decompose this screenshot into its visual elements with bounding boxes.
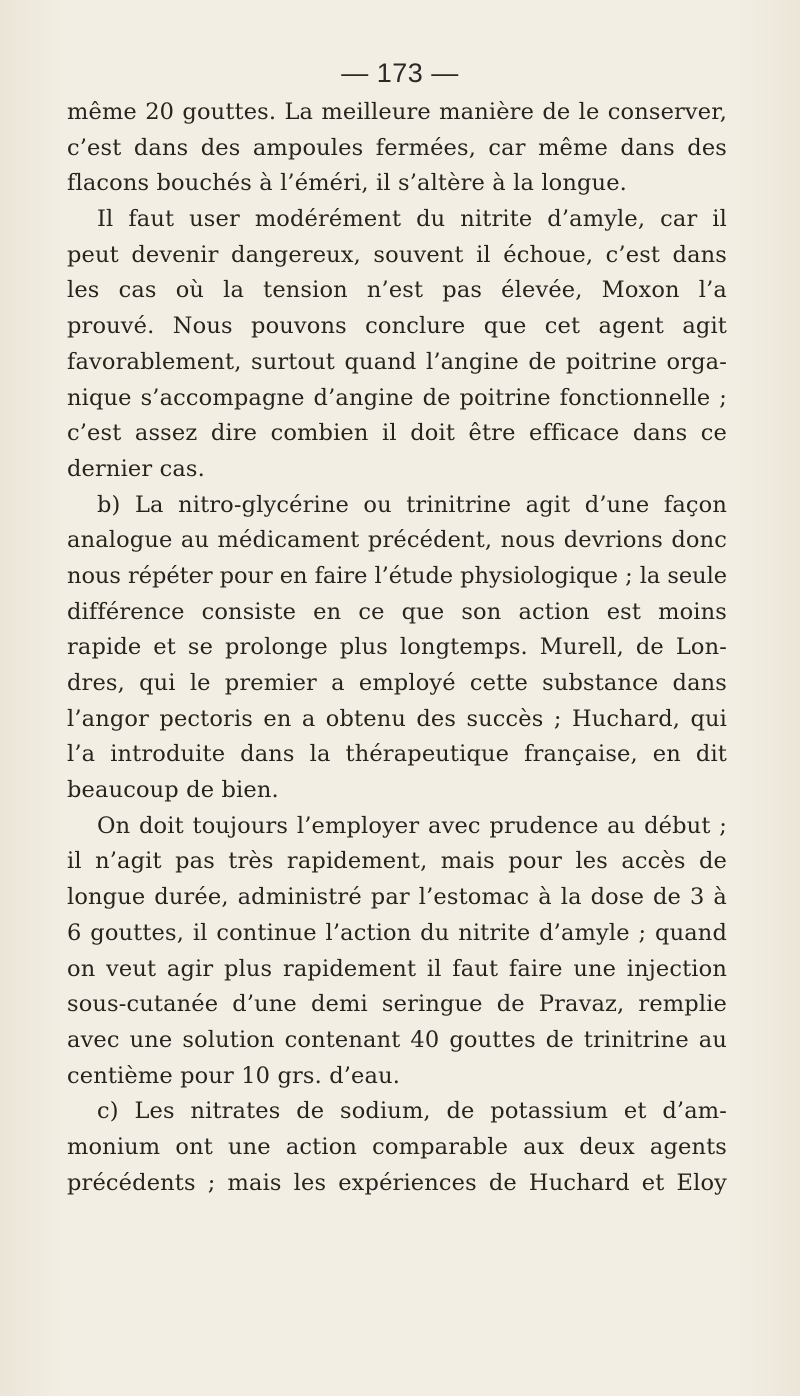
text-line: 6 gouttes, il continue l’action du nitrite d’amyle ; quand — [67, 919, 727, 946]
text-line: l’angor pectoris en a obtenu des succès ; Huchard, qui — [67, 705, 727, 732]
page-number: — 173 — — [341, 58, 459, 88]
text-line: b) La nitro-glycérine ou trinitrine agit d’une façon — [97, 491, 727, 518]
text-line: l’a introduite dans la thérapeutique française, en dit — [67, 741, 727, 768]
text-line: les cas où la tension n’est pas élevée, Moxon l’a — [67, 277, 727, 304]
text-line: analogue au médicament précédent, nous devrions donc — [67, 527, 727, 554]
text-line: on veut agir plus rapidement il faut faire une injection — [67, 955, 727, 982]
text-line: favorablement, surtout quand l’angine de poitrine orga- — [67, 348, 727, 375]
text-line: prouvé. Nous pouvons conclure que cet agent agit — [67, 313, 727, 340]
text-line: c’est dans des ampoules fermées, car même dans des — [67, 134, 727, 161]
text-line: précédents ; mais les expériences de Huchard et Eloy — [67, 1169, 727, 1196]
text-line: c) Les nitrates de sodium, de potassium et d’am- — [97, 1098, 727, 1125]
text-line: dres, qui le premier a employé cette substance dans — [67, 670, 727, 696]
text-line: On doit toujours l’employer avec prudence au début ; — [97, 812, 727, 839]
text-line: nique s’accompagne d’angine de poitrine fonctionnelle ; — [67, 384, 727, 411]
text-line: Il faut user modérément du nitrite d’amyle, car il — [97, 206, 727, 233]
text-line: c’est assez dire combien il doit être efficace dans ce — [67, 420, 727, 447]
text-line: longue durée, administré par l’estomac à la dose de 3 à — [67, 884, 727, 911]
text-line: flacons bouchés à l’éméri, il s’altère à la longue. — [67, 170, 627, 197]
text-line: nous répéter pour en faire l’étude physiologique ; la seule — [67, 562, 727, 589]
text-line: il n’agit pas très rapidement, mais pour les accès de — [67, 848, 727, 875]
text-line: centième pour 10 grs. d’eau. — [67, 1062, 401, 1089]
text-line: même 20 gouttes. La meilleure manière de le conserver, — [67, 99, 727, 125]
text-line: différence consiste en ce que son action est moins — [67, 598, 727, 625]
text-line: avec une solution contenant 40 gouttes de trinitrine au — [67, 1026, 727, 1053]
text-line: dernier cas. — [67, 455, 205, 482]
text-line: beaucoup de bien. — [67, 777, 279, 804]
text-line: peut devenir dangereux, souvent il échoue, c’est dans — [67, 241, 727, 268]
body-text — [67, 95, 727, 1201]
text-line: sous-cutanée d’une demi seringue de Pravaz, remplie — [67, 991, 727, 1018]
text-line: rapide et se prolonge plus longtemps. Murell, de Lon- — [67, 634, 727, 661]
text-line: monium ont une action comparable aux deux agents — [67, 1133, 727, 1160]
